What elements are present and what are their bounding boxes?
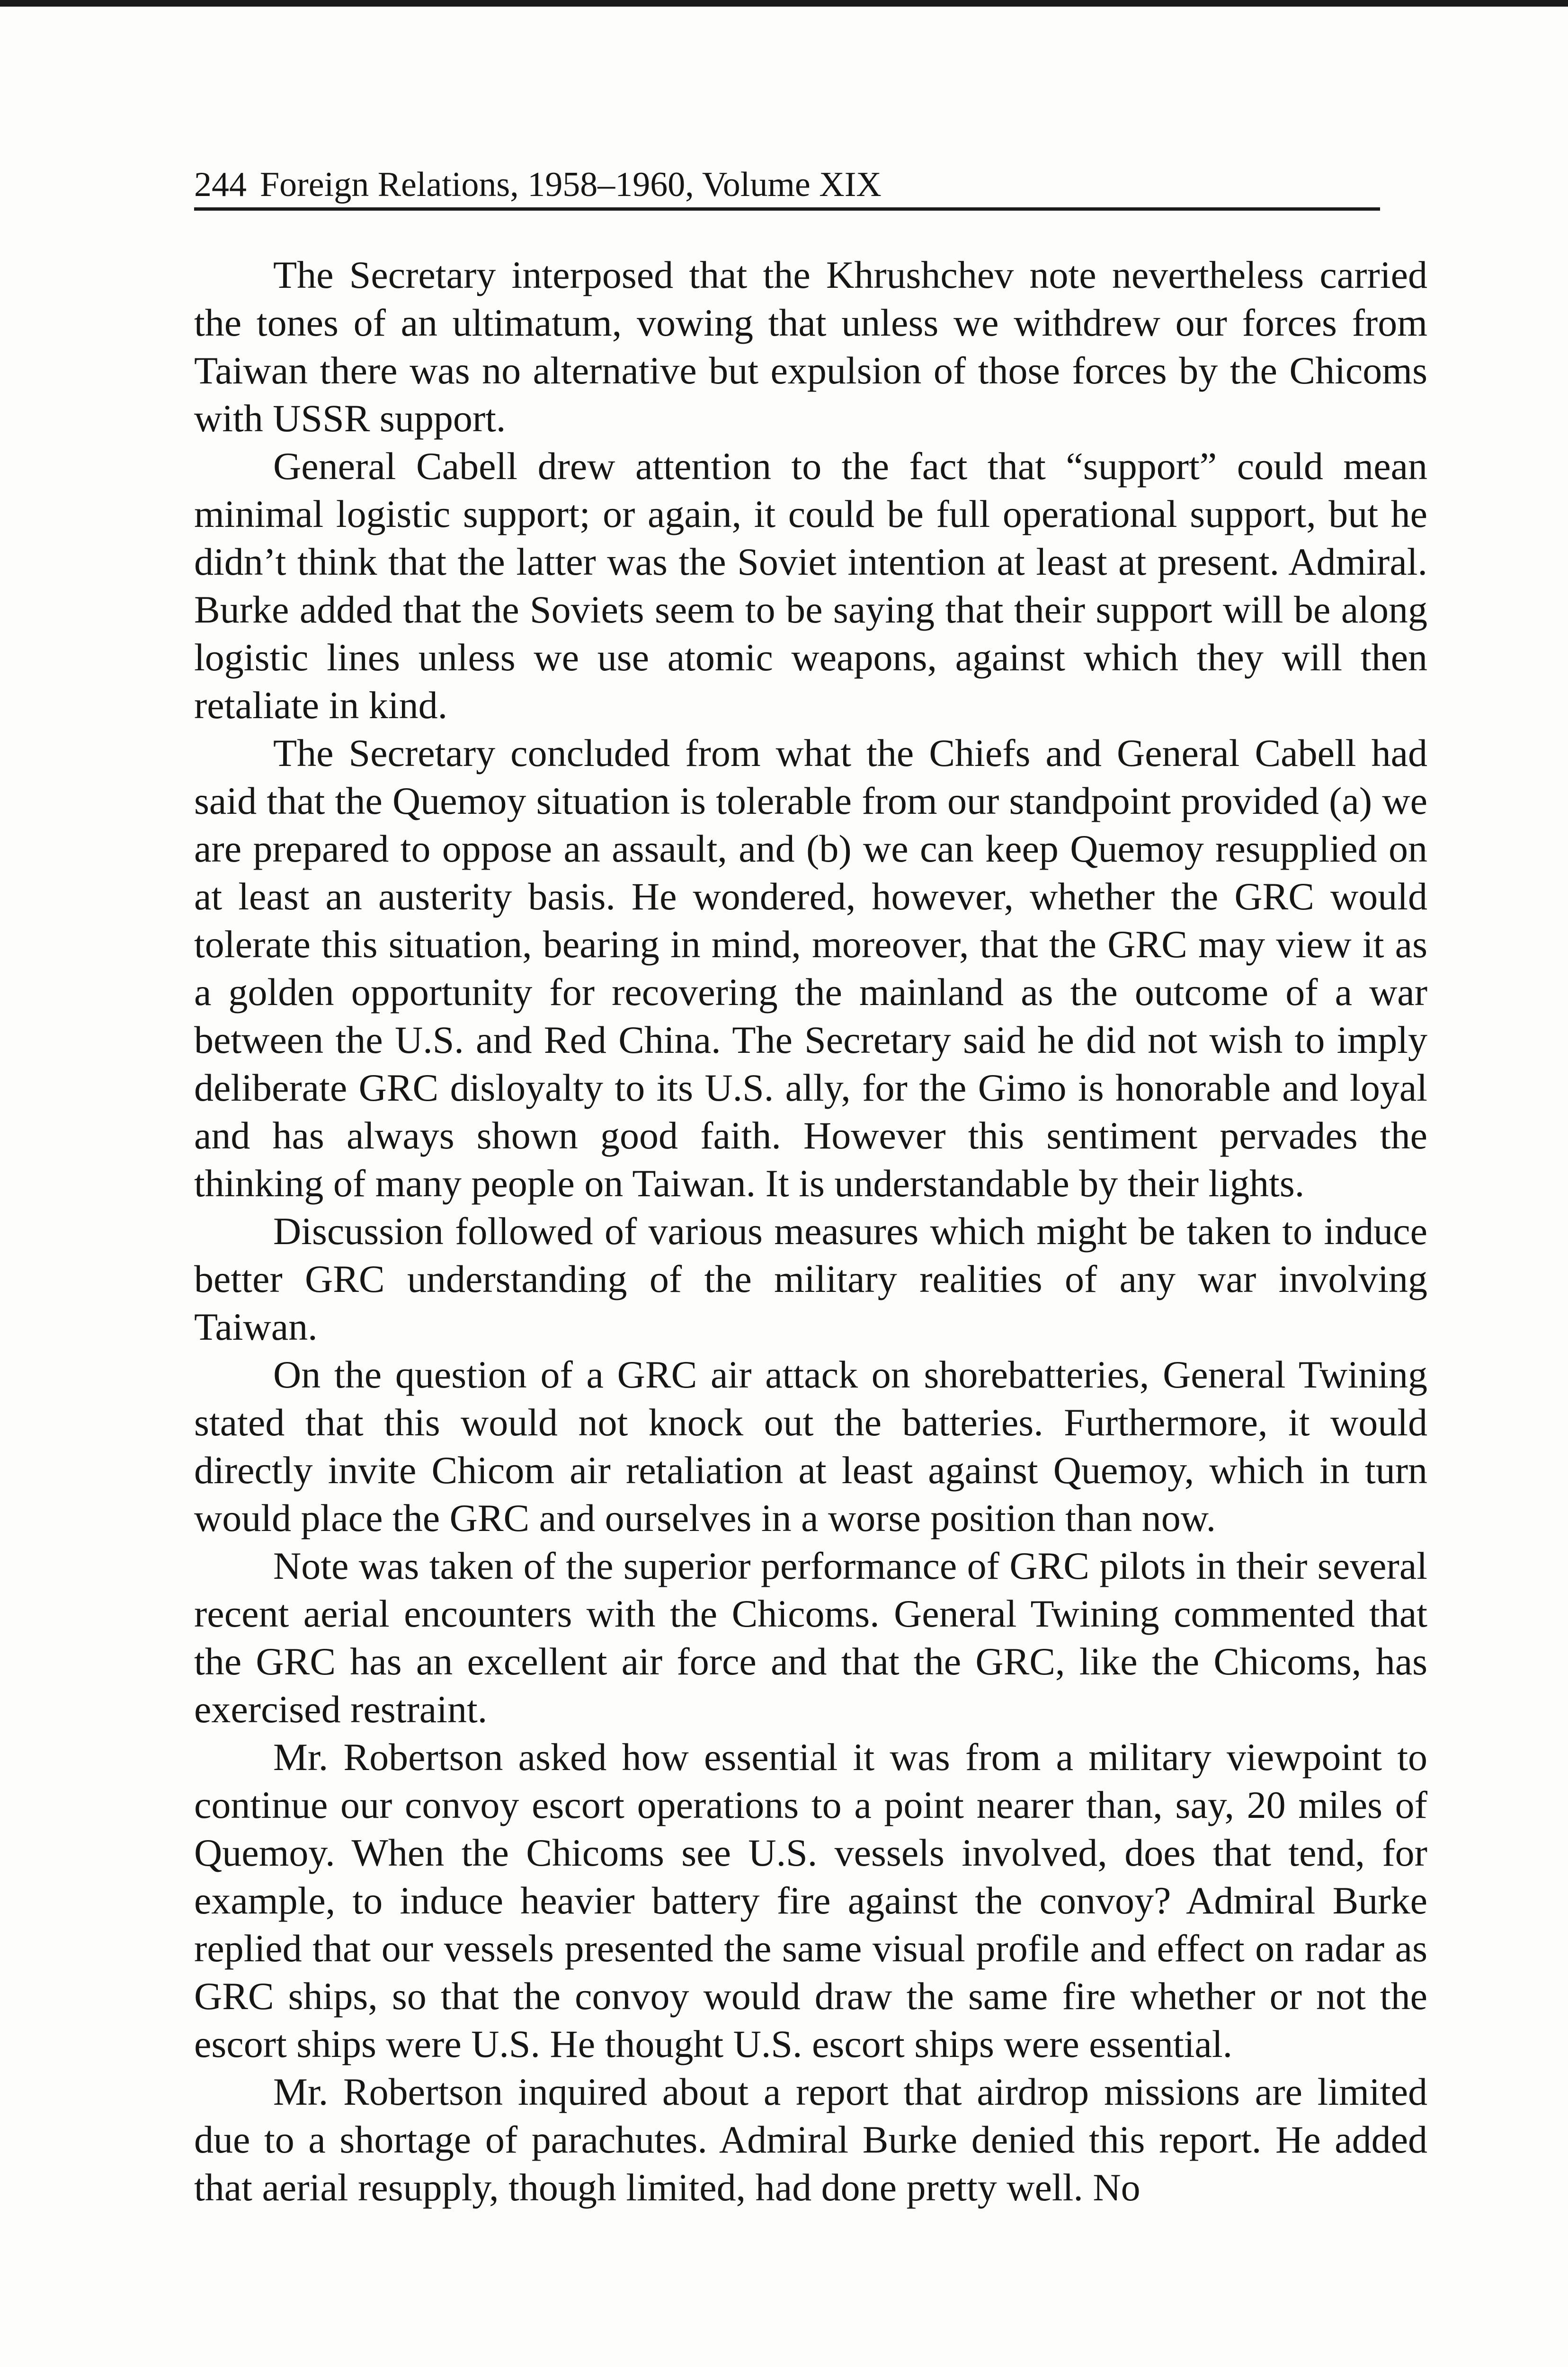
paragraph-grc-pilots: Note was taken of the superior performance of GRC pilots in their several recent aerial encounters with the Chicoms. General Twining commented that the GRC has an excellent air force and that the GRC, like the Chicoms, has exercised restraint. [194,1544,1427,1731]
running-title: Foreign Relations, 1958–1960, Volume XIX [260,165,882,204]
paragraph-discussion-measures: Discussion followed of various measures which might be taken to induce better GRC understanding of the military realities of any war involving Taiwan. [194,1210,1427,1348]
paragraph-quemoy-tolerable: The Secretary concluded from what the Chiefs and General Cabell had said that the Quemoy situation is tolerable from our standpoint provided (a) we are prepared to oppose an assault, and (b) we can keep Quemoy resupplied on at least an austerity basis. He wondered, however, whether the GRC would tolerate this situation, bearing in mind, moreover, that the GRC may view it as a golden opportunity for recovering the mainland as the outcome of a war between the U.S. and Red China. The Secretary said he did not wish to imply deliberate GRC disloyalty to its U.S. ally, for the Gimo is honorable and loyal and has always shown good faith. However this sentiment pervades the thinking of many people on Taiwan. It is understandable by their lights. [194,731,1427,1205]
page-top-edge [0,0,1568,7]
paragraph-parachutes: Mr. Robertson inquired about a report that airdrop missions are limited due to a shortage of parachutes. Admiral Burke denied this report. He added that aerial resupply, though limited, had done pretty well. No [194,2070,1427,2209]
body-text [194,251,1427,2211]
paragraph-khrushchev-note: The Secretary interposed that the Khrushchev note nevertheless carried the tones of an ultimatum, vowing that unless we withdrew our forces from Taiwan there was no alternative but expulsion of those forces by the Chicoms with USSR support. [194,253,1427,440]
paragraph-air-attack: On the question of a GRC air attack on shorebatteries, General Twining stated that this would not knock out the batteries. Furthermore, it would directly invite Chicom air retaliation at least against Quemoy, which in turn would place the GRC and ourselves in a worse position than now. [194,1353,1427,1539]
page-number: 244 [194,165,247,204]
paragraph-cabell-support: General Cabell drew attention to the fact that “support” could mean minimal logistic support; or again, it could be full operational support, but he didn’t think that the latter was the Soviet intention at least at present. Admiral. Burke added that the Soviets seem to be saying that their support will be along logistic lines unless we use atomic weapons, against which they will then retaliate in kind. [194,445,1427,727]
running-header [194,159,1380,211]
paragraph-convoy-escort: Mr. Robertson asked how essential it was from a military viewpoint to continue our convoy escort operations to a point nearer than, say, 20 miles of Quemoy. When the Chicoms see U.S. vessels involved, does that tend, for example, to induce heavier battery fire against the convoy? Admiral Burke replied that our vessels presented the same visual profile and effect on radar as GRC ships, so that the convoy would draw the same fire whether or not the escort ships were U.S. He thought U.S. escort ships were essential. [194,1735,1427,2065]
